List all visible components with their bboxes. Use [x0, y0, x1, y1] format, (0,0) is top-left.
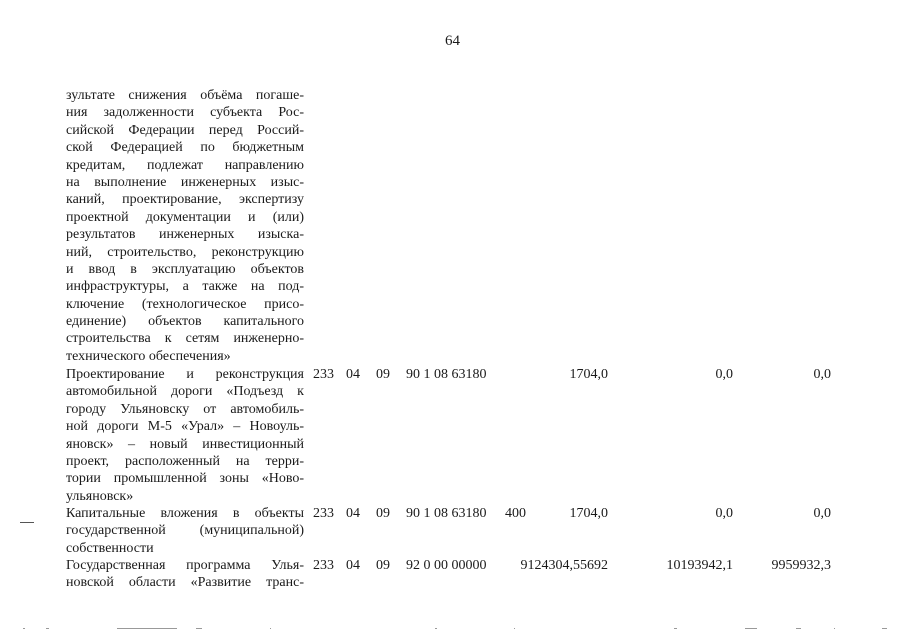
text-line: строительства к сетям инженерно- — [66, 331, 304, 347]
scan-speck — [882, 628, 887, 629]
amount-year1: 1704,0 — [569, 506, 608, 521]
text-line: и ввод в эксплуатацию объектов — [66, 261, 304, 277]
text-line: собственности — [66, 540, 154, 556]
scan-speck — [834, 628, 835, 629]
text-line: сийской Федерации перед Россий- — [66, 122, 304, 138]
text-line: на выполнение инженерных изыс- — [66, 174, 304, 190]
text-line: ской Федерацией по бюджетным — [66, 140, 304, 156]
text-line: Проектирование и реконструкция — [66, 367, 304, 382]
amount-year3: 0,0 — [813, 367, 831, 382]
section-code: 04 — [346, 506, 360, 521]
text-line: проектной документации и (или) — [66, 209, 304, 225]
text-line: инфраструктуры, а также на под- — [66, 279, 304, 295]
page-number: 64 — [445, 33, 460, 49]
row-description — [66, 366, 304, 505]
text-line: ульяновск» — [66, 488, 134, 504]
text-line: тории промышленной зоны «Ново- — [66, 471, 304, 487]
text-line: технического обеспечения» — [66, 348, 231, 364]
text-line: кредитам, подлежат направлению — [66, 157, 304, 173]
scan-artifacts — [0, 628, 905, 632]
text-line: зультате снижения объёма погаше- — [66, 88, 304, 103]
amount-year3: 9959932,3 — [771, 558, 831, 573]
expense-type-code: 400 — [505, 506, 526, 521]
text-line: автомобильной дороги «Подъезд к — [66, 384, 304, 400]
text-line: Государственная программа Улья- — [66, 558, 304, 573]
scan-speck — [23, 628, 25, 629]
scan-speck — [745, 628, 757, 629]
grbs-code: 233 — [313, 367, 334, 382]
scan-speck — [270, 628, 271, 629]
continuation-description — [66, 87, 304, 365]
scan-speck — [46, 628, 49, 629]
text-line: городу Ульяновску от автомобиль- — [66, 401, 304, 417]
section-code: 04 — [346, 558, 360, 573]
text-line: ной дороги М-5 «Урал» – Новоуль- — [66, 419, 304, 435]
row-description — [66, 557, 304, 592]
subsection-code: 09 — [376, 506, 390, 521]
scan-speck — [514, 628, 515, 629]
amount-year3: 0,0 — [813, 506, 831, 521]
text-line: новской области «Развитие транс- — [66, 575, 304, 591]
target-article-code: 90 1 08 63180 — [406, 506, 487, 521]
scan-speck — [196, 628, 202, 629]
margin-dash-mark — [20, 522, 34, 523]
target-article-code: 92 0 00 00000 — [406, 558, 487, 573]
text-line: государственной (муниципальной) — [66, 523, 304, 539]
grbs-code: 233 — [313, 558, 334, 573]
text-line: единение) объектов капитального — [66, 314, 304, 330]
section-code: 04 — [346, 367, 360, 382]
row-description — [66, 505, 304, 557]
scan-speck — [796, 628, 801, 629]
text-line: каний, проектирование, экспертизу — [66, 192, 304, 208]
text-line: ний, строительство, реконструкцию — [66, 244, 304, 260]
scan-speck — [674, 628, 677, 629]
subsection-code: 09 — [376, 558, 390, 573]
amount-year2: 0,0 — [715, 367, 733, 382]
grbs-code: 233 — [313, 506, 334, 521]
scan-speck — [117, 628, 177, 629]
amount-year1: 9124304,55692 — [520, 558, 608, 573]
amount-year1: 1704,0 — [569, 367, 608, 382]
text-line: результатов инженерных изыска- — [66, 227, 304, 243]
text-line: яновск» – новый инвестиционный — [66, 436, 304, 452]
scan-speck — [435, 628, 437, 629]
amount-year2: 0,0 — [715, 506, 733, 521]
amount-year2: 10193942,1 — [666, 558, 733, 573]
text-line: Капитальные вложения в объекты — [66, 506, 304, 521]
subsection-code: 09 — [376, 367, 390, 382]
target-article-code: 90 1 08 63180 — [406, 367, 487, 382]
text-line: ключение (технологическое присо- — [66, 296, 304, 312]
text-line: проект, расположенный на терри- — [66, 453, 304, 469]
text-line: ния задолженности субъекта Рос- — [66, 105, 304, 121]
